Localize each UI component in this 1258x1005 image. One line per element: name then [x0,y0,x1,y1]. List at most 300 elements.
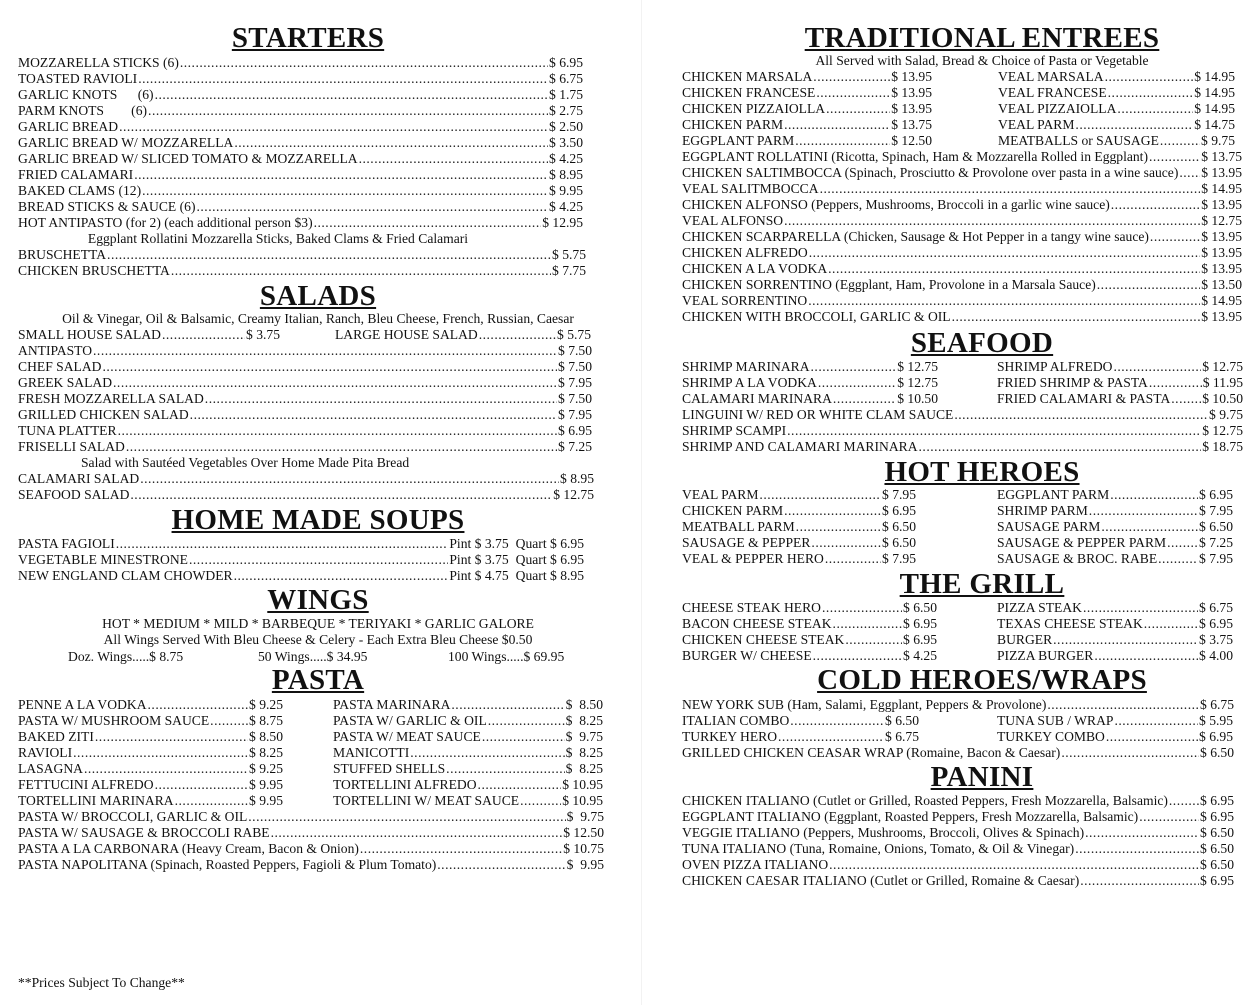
dot-leader [134,167,548,183]
menu-item [682,616,937,632]
menu-item [682,600,937,616]
menu-item [682,825,1234,841]
menu-item-name: SAUSAGE & PEPPER PARM [997,535,1167,550]
menu-item [18,857,604,873]
menu-item-name: TORTELLINI ALFREDO [333,777,477,792]
wings-served-note: All Wings Served With Bleu Cheese & Celery - Each Extra Bleu Cheese $0.50 [103,632,533,647]
menu-item [682,165,1242,181]
menu-item [18,55,583,71]
menu-item-name: GARLIC BREAD W/ MOZZARELLA [18,135,234,150]
menu-item [682,197,1242,213]
menu-item [997,375,1243,391]
menu-item-name: VEAL & PEPPER HERO [682,551,824,566]
menu-item [997,487,1233,503]
menu-item [682,809,1234,825]
menu-item [997,713,1233,729]
menu-item-price: $ 8.95 [549,167,583,182]
dot-leader [478,777,562,793]
menu-item-name: MEATBALL PARM [682,519,795,534]
menu-item-name: OVEN PIZZA ITALIANO [682,857,829,872]
menu-item [18,151,583,167]
menu-item [682,277,1242,293]
menu-item [18,263,586,279]
menu-item [682,713,919,729]
menu-item-price: $ 13.95 [1201,197,1242,212]
dot-leader [811,535,881,551]
dot-leader [1075,117,1193,133]
menu-item-price: $ 14.95 [1194,101,1235,116]
menu-item [682,181,1242,197]
menu-item-name: EGGPLANT ROLLATINI (Ricotta, Spinach, Ham & Mozzarella Rolled in Eggplant) [682,149,1148,164]
dot-leader [1150,229,1200,245]
dot-leader [952,309,1201,325]
dot-leader [1089,503,1198,519]
menu-item-price: $ 2.75 [549,103,583,118]
wings-dozen: Doz. Wings.....$ 8.75 [68,649,184,664]
menu-item-name: PASTA NAPOLITANA (Spinach, Roasted Peppers, Fagioli & Plum Tomato) [18,857,437,872]
dot-leader [73,745,248,761]
menu-item-price: $ 13.95 [1201,245,1242,260]
menu-item-price: $ 10.95 [562,777,603,792]
menu-item-name: EGGPLANT PARM [997,487,1110,502]
menu-item-name: PASTA W/ SAUSAGE & BROCCOLI RABE [18,825,270,840]
menu-item-price: $ 13.75 [891,117,932,132]
menu-item [18,87,583,103]
dot-leader [1106,729,1198,745]
dot-leader [271,825,563,841]
pint-price: Pint $ 4.75 [449,568,509,583]
menu-item-price: $ 13.95 [1201,261,1242,276]
menu-item-price: $ 9.25 [249,761,283,776]
menu-item-name: GRILLED CHICKEN SALAD [18,407,189,422]
menu-item-price: $ 7.50 [558,391,592,406]
menu-item-name: FETTUCINI ALFREDO [18,777,154,792]
menu-item-name: CHICKEN PIZZAIOLLA [682,101,826,116]
menu-item-price: $ 6.95 [882,503,916,518]
menu-item-name: VEAL PARM [682,487,759,502]
menu-item-name: TORTELLINI MARINARA [18,793,174,808]
dot-leader [205,391,557,407]
dot-leader [488,713,565,729]
menu-item-price: $ 7.25 [558,439,592,454]
menu-item-name: SHRIMP MARINARA [682,359,810,374]
menu-item [18,167,583,183]
menu-item-name: FRISELLI SALAD [18,439,125,454]
dot-leader [1167,535,1198,551]
dot-leader [796,519,881,535]
dot-leader [113,375,557,391]
menu-item [18,697,283,713]
dot-leader [314,215,542,231]
menu-item-price: $ 1.75 [549,87,583,102]
menu-item-price: $ 8.25 [249,745,283,760]
menu-item [997,519,1233,535]
dot-leader [811,359,897,375]
menu-item [18,487,594,503]
dot-leader [1160,133,1200,149]
dot-leader [845,632,902,648]
wings-100: 100 Wings.....$ 69.95 [448,649,565,664]
dot-leader [520,793,561,809]
menu-item-name: CHEESE STEAK HERO [682,600,821,615]
hot-heroes-heading: HOT HEROES [884,456,1080,488]
menu-item-name: BAKED CLAMS (12) [18,183,142,198]
menu-item-name: CHICKEN A LA VODKA [682,261,828,276]
menu-item-price: $ 6.50 [882,535,916,550]
dot-leader [818,375,896,391]
menu-item [682,229,1242,245]
menu-item-name: CHEF SALAD [18,359,102,374]
dot-leader [93,343,557,359]
menu-item-name: PIZZA BURGER [997,648,1094,663]
dot-leader [1101,519,1198,535]
menu-item-name: SAUSAGE & PEPPER [682,535,811,550]
menu-item-price: $ 7.95 [558,407,592,422]
menu-item-price: $ 6.50 [1200,841,1234,856]
menu-item [18,471,594,487]
menu-item [18,135,583,151]
menu-item-name: FRIED CALAMARI & PASTA [997,391,1171,406]
dot-leader [197,199,549,215]
dot-leader [820,181,1201,197]
pint-price: Pint $ 3.75 [449,552,509,567]
dot-leader [784,117,890,133]
menu-item-price: $ 6.95 [1199,616,1233,631]
menu-item-name: VEGETABLE MINESTRONE [18,552,188,567]
menu-item-name: VEAL ALFONSO [682,213,784,228]
menu-item-name: GARLIC BREAD [18,119,119,134]
menu-item [682,261,1242,277]
dot-leader [790,713,884,729]
menu-item-price: $ 5.75 [552,247,586,262]
menu-item [18,423,592,439]
menu-item-name: VEAL MARSALA [998,69,1104,84]
dot-leader [816,85,890,101]
dot-leader [1158,551,1198,567]
menu-item-price: $ 4.25 [549,199,583,214]
menu-item [682,117,932,133]
dot-leader [784,503,881,519]
dot-leader [84,761,248,777]
menu-item [682,101,932,117]
dot-leader [171,263,551,279]
menu-item-name: VEGGIE ITALIANO (Peppers, Mushrooms, Broccoli, Olives & Spinach) [682,825,1085,840]
menu-item-name: GREEK SALAD [18,375,113,390]
menu-item [682,69,932,85]
menu-item-price: $ 10.95 [562,793,603,808]
menu-item [997,648,1233,664]
dot-leader [828,261,1200,277]
menu-item-price: $ 14.95 [1194,69,1235,84]
dot-leader [1105,69,1194,85]
menu-item-name: TUNA SUB / WRAP [997,713,1114,728]
menu-item-price: $ 7.50 [558,343,592,358]
menu-item-price: $ 10.50 [897,391,938,406]
menu-item-price: $ 13.75 [1201,149,1242,164]
menu-item-name: CHICKEN ALFREDO [682,245,808,260]
dot-leader [1085,825,1199,841]
menu-item-name: CHICKEN SORRENTINO (Eggplant, Ham, Provolone in a Marsala Sauce) [682,277,1096,292]
dot-leader [180,55,548,71]
quart-price: Quart $ 6.95 [515,552,584,567]
menu-item-price: $ 9.75 [1201,133,1235,148]
dot-leader [1094,648,1198,664]
dot-leader [175,793,248,809]
menu-item [682,245,1242,261]
pint-price: Pint $ 3.75 [449,536,509,551]
menu-item [18,439,592,455]
menu-item [18,343,592,359]
dot-leader [126,439,557,455]
menu-item [18,793,283,809]
soups-heading: HOME MADE SOUPS [171,504,465,536]
dot-leader [155,87,548,103]
menu-item [998,133,1235,149]
menu-item [18,552,584,568]
menu-item-price: $ 14.95 [1201,293,1242,308]
dot-leader [189,552,448,568]
dot-leader [234,568,449,584]
menu-item-price: $ 6.50 [1200,825,1234,840]
menu-item-price: $ 9.75 [566,809,604,824]
menu-item-price: $ 12.75 [897,359,938,374]
menu-item-name: ITALIAN COMBO [682,713,790,728]
menu-item-name: SEAFOOD SALAD [18,487,130,502]
menu-item-price: $ 7.95 [558,375,592,390]
menu-item-price: $ 6.95 [549,55,583,70]
pasta-heading: PASTA [271,664,365,696]
menu-item-price: $ 8.95 [560,471,594,486]
menu-item [998,69,1235,85]
menu-item-price: $ 12.75 [553,487,594,502]
dot-leader [138,71,548,87]
dot-leader [190,407,557,423]
menu-item-name: STUFFED SHELLS [333,761,446,776]
menu-item-name: FRIED CALAMARI [18,167,134,182]
menu-item-price: $ 9.95 [566,857,604,872]
menu-item [18,71,583,87]
menu-item [997,359,1243,375]
menu-item-price: $ 8.25 [565,713,603,728]
dot-leader [234,135,548,151]
hot-antipasto-note: Eggplant Rollatini Mozzarella Sticks, Baked Clams & Fried Calamari [87,231,469,246]
dot-leader [1113,359,1201,375]
menu-item-price: $ 7.95 [882,487,916,502]
menu-item-name: PASTA A LA CARBONARA (Heavy Cream, Bacon & Onion) [18,841,359,856]
dot-leader [829,857,1199,873]
menu-item [682,359,938,375]
menu-item-price: $ 12.75 [897,375,938,390]
menu-item-name: CHICKEN PARM [682,117,784,132]
menu-item [997,535,1233,551]
menu-item-name: TEXAS CHEESE STEAK [997,616,1143,631]
menu-item-name: PASTA W/ GARLIC & OIL [333,713,487,728]
menu-item-price: $ 12.75 [1202,423,1243,438]
wings-50: 50 Wings.....$ 34.95 [258,649,368,664]
menu-item-price: $ 6.95 [903,632,937,647]
dot-leader [822,600,902,616]
dot-leader [833,616,902,632]
menu-item [682,375,938,391]
menu-item [997,616,1233,632]
menu-item-price: $ 12.50 [563,825,604,840]
dot-leader [482,729,565,745]
menu-item-price: $ 8.50 [249,729,283,744]
menu-item-name: MEATBALLS or SAUSAGE [998,133,1159,148]
menu-item-name: BACON CHEESE STEAK [682,616,832,631]
menu-item-name: BREAD STICKS & SAUCE (6) [18,199,196,214]
dot-leader [1080,873,1199,889]
menu-item-name: EGGPLANT PARM [682,133,795,148]
menu-item [18,375,592,391]
menu-item [18,359,592,375]
salad-dressings: Oil & Vinegar, Oil & Balsamic, Creamy Italian, Ranch, Bleu Cheese, French, Russian, Caesar [62,311,574,326]
menu-item-price: $ 12.75 [1202,359,1243,374]
menu-item-name: GARLIC KNOTS (6) [18,87,154,102]
dot-leader [759,487,881,503]
menu-item-name: TURKEY HERO [682,729,778,744]
menu-item-name: SAUSAGE PARM [997,519,1101,534]
menu-item [997,600,1233,616]
menu-item [682,293,1242,309]
menu-item-name: TUNA PLATTER [18,423,117,438]
menu-item [997,503,1233,519]
menu-item-name: PENNE A LA VODKA [18,697,147,712]
menu-item-name: SHRIMP ALFREDO [997,359,1113,374]
wings-heading: WINGS [267,584,369,616]
menu-item [682,841,1234,857]
menu-item [18,536,584,552]
large-house-salad: LARGE HOUSE SALAD ..... $ 5.75 [335,327,591,343]
menu-item-name: BRUSCHETTA [18,247,107,262]
menu-item-name: TUNA ITALIANO (Tuna, Romaine, Onions, Tomato, & Oil & Vinegar) [682,841,1075,856]
menu-item [18,215,583,231]
menu-item-name: ANTIPASTO [18,343,93,358]
menu-item-price: $ 12.75 [1201,213,1242,228]
menu-item-price: $ 13.95 [1201,165,1242,180]
small-house-salad: SMALL HOUSE SALAD ..... $ 3.75 [18,327,280,343]
new-york-sub: NEW YORK SUB (Ham, Salami, Eggplant, Peppers & Provolone) ..... $ 6.75 [682,697,1234,713]
menu-item-price: $ 12.95 [542,215,583,230]
menu-item [682,857,1234,873]
dot-leader [919,439,1202,455]
menu-item-name: SHRIMP AND CALAMARI MARINARA [682,439,918,454]
cold-heroes-heading: COLD HEROES/WRAPS [817,664,1147,696]
menu-item-price: $ 14.95 [1201,181,1242,196]
menu-item-price: $ 6.50 [903,600,937,615]
dot-leader [451,697,564,713]
menu-item-name: TURKEY COMBO [997,729,1105,744]
menu-item-price: $ 9.95 [249,793,283,808]
menu-item-price: $ 6.75 [885,729,919,744]
menu-item [18,841,604,857]
dot-leader [1144,616,1198,632]
starters-heading: STARTERS [231,22,385,54]
menu-item-name: CHICKEN BRUSCHETTA [18,263,170,278]
menu-item [682,149,1242,165]
menu-item-name: SHRIMP PARM [997,503,1088,518]
quart-price: Quart $ 8.95 [515,568,584,583]
menu-item [997,632,1233,648]
dot-leader [1053,632,1198,648]
dot-leader [826,101,890,117]
menu-item [18,761,283,777]
menu-item-price: $ 3.75 [1199,632,1233,647]
menu-item [682,793,1234,809]
menu-item-price: $ 7.95 [882,551,916,566]
menu-item [18,777,283,793]
menu-item-price: $ 8.75 [249,713,283,728]
menu-item [333,761,603,777]
menu-item [18,247,586,263]
menu-item-name: CHICKEN ALFONSO (Peppers, Mushrooms, Broccoli in a garlic wine sauce) [682,197,1110,212]
menu-item-name: CHICKEN PARM [682,503,784,518]
menu-item [18,825,604,841]
menu-item [682,85,932,101]
menu-item-price: $ 7.50 [558,359,592,374]
menu-item-name: CHICKEN CAESAR ITALIANO (Cutlet or Grilled, Romaine & Caesar) [682,873,1080,888]
dot-leader [142,183,548,199]
menu-item-price: $ 14.75 [1194,117,1235,132]
menu-item-name: CHICKEN WITH BROCCOLI, GARLIC & OIL [682,309,951,324]
menu-item [682,648,937,664]
menu-item-price: $ 8.25 [565,761,603,776]
menu-item-price: $ 6.75 [549,71,583,86]
menu-item-price: $ 10.50 [1202,391,1243,406]
menu-item-price: $ 3.50 [549,135,583,150]
menu-item [18,199,583,215]
dot-leader [809,245,1200,261]
menu-item [998,85,1235,101]
menu-item-price: $ 13.50 [1201,277,1242,292]
menu-item-price: $ 12.50 [891,133,932,148]
menu-item-name: LASAGNA [18,761,83,776]
menu-item-name: BURGER [997,632,1053,647]
menu-item-name: FRESH MOZZARELLA SALAD [18,391,204,406]
menu-item-name: PASTA W/ BROCCOLI, GARLIC & OIL [18,809,248,824]
menu-item-price: $ 8.25 [565,745,603,760]
quart-price: Quart $ 6.95 [515,536,584,551]
menu-item-price: $ 4.00 [1199,648,1233,663]
dot-leader [248,809,565,825]
menu-item-price: $ 6.95 [903,616,937,631]
dot-leader [437,857,565,873]
dot-leader [1114,713,1198,729]
dot-leader [954,407,1208,423]
menu-item-price: $ 4.25 [903,648,937,663]
menu-item-name: RAVIOLI [18,745,73,760]
menu-item-name: SAUSAGE & BROC. RABE [997,551,1158,566]
dot-leader [1075,841,1199,857]
dot-leader [784,213,1200,229]
dot-leader [787,423,1201,439]
menu-item-name: SHRIMP A LA VODKA [682,375,817,390]
dot-leader [148,103,548,119]
friselli-note: Salad with Sautéed Vegetables Over Home Made Pita Bread [81,455,410,470]
dot-leader [140,471,559,487]
menu-item [682,503,916,519]
menu-item-price: $ 4.25 [549,151,583,166]
menu-item [997,391,1243,407]
menu-item [333,745,603,761]
dot-leader [778,729,884,745]
menu-item-price: $ 7.25 [1199,535,1233,550]
menu-item-price: $ 7.75 [552,263,586,278]
dot-leader [1117,101,1193,117]
menu-item-name: VEAL SORRENTINO [682,293,808,308]
menu-item-price: $ 6.95 [1199,729,1233,744]
menu-item-price: $ 2.50 [549,119,583,134]
